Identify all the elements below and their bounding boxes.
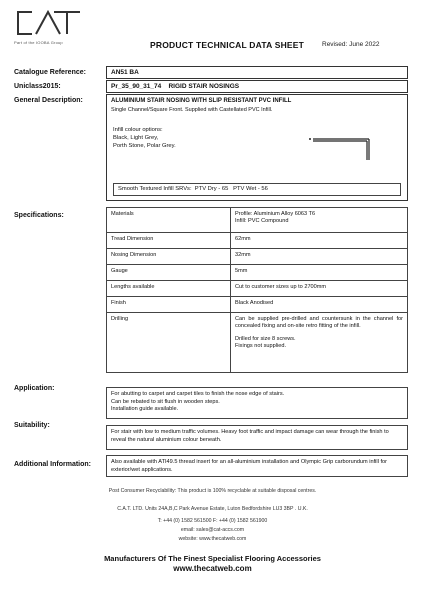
catalogue-value: AN51 BA — [111, 69, 139, 76]
uniclass-value: Pr_35_90_31_74 RIGID STAIR NOSINGS — [111, 83, 240, 90]
recyclability-note: Post Consumer Recyclability: This product is 100% recyclable at suitable disposal centres. — [108, 488, 317, 494]
application-line: Can be rebated to sit flush in wooden steps. — [111, 398, 220, 405]
suitability-label: Suitability: — [14, 422, 50, 429]
additional-info-label: Additional Information: — [14, 461, 91, 468]
spec-key: Gauge — [107, 265, 231, 281]
suitability-text: For stair with low to medium traffic volumes. Heavy foot traffic and impact damage can wear through the finish to reveal the natural aluminium colour beneath. — [111, 429, 389, 443]
spec-key: Lengths available — [107, 281, 231, 297]
spec-value: 62mm — [231, 233, 408, 249]
revised-date: Revised: June 2022 — [322, 41, 380, 48]
additional-info-text: Also available with ATI49.5 thread insert for an all-aluminium installation and Olympic Grip carborundum infill for exterior/wet applications. — [111, 459, 387, 473]
catalogue-label: Catalogue Reference: — [14, 69, 86, 76]
specifications-table — [106, 207, 408, 373]
specifications-label: Specifications: — [14, 212, 64, 219]
spec-row-finish — [107, 297, 408, 313]
general-title: ALUMINIUM STAIR NOSING WITH SLIP RESISTANT PVC INFILL — [111, 98, 292, 104]
company-phone: T: +44 (0) 1582 561500 F: +44 (0) 1582 561900 — [157, 518, 268, 524]
spec-value-line: Drilled for size 8 screws. — [235, 335, 296, 342]
company-website: website: www.thecatweb.com — [178, 536, 247, 542]
cat-logo-icon — [14, 8, 84, 38]
spec-key: Nosing Dimension — [107, 249, 231, 265]
spec-value-line: Can be supplied pre-drilled and countersunk in the channel for concealed fixing and on-site retro fitting of the infill. — [235, 316, 403, 330]
spec-value-line: Infill: PVC Compound — [235, 218, 289, 225]
infill-colours-1: Black, Light Grey, — [113, 135, 159, 141]
application-line: For abutting to carpet and carpet tiles to finish the nose edge of stairs. — [111, 391, 285, 397]
spec-value — [231, 313, 408, 373]
application-box — [106, 387, 408, 419]
spec-key: Materials — [107, 208, 231, 233]
spec-row-materials — [107, 208, 408, 233]
spec-row-drilling — [107, 313, 408, 373]
spec-value: 32mm — [231, 249, 408, 265]
spec-value: Black Anodised — [231, 297, 408, 313]
spec-row-lengths — [107, 281, 408, 297]
company-email: email: sales@cat-accs.com — [180, 527, 245, 533]
spec-key: Drilling — [107, 313, 231, 373]
company-logo — [14, 8, 109, 54]
spec-key: Tread Dimension — [107, 233, 231, 249]
infill-colours-2: Porth Stone, Polar Grey. — [113, 143, 176, 149]
spec-value — [231, 208, 408, 233]
general-description-box — [106, 94, 408, 201]
suitability-box — [106, 425, 408, 450]
spec-value: 5mm — [231, 265, 408, 281]
infill-heading: Infill colour options: — [113, 127, 163, 133]
logo-subtitle: Part of the IOOBA Group — [14, 40, 63, 45]
document-title: PRODUCT TECHNICAL DATA SHEET — [150, 40, 305, 50]
spec-value-line: Profile: Aluminium Alloy 6063 T6 — [235, 211, 316, 217]
catalogue-box — [106, 66, 408, 79]
company-url: www.thecatweb.com — [173, 564, 252, 573]
spec-row-nosing — [107, 249, 408, 265]
uniclass-label: Uniclass2015: — [14, 83, 61, 90]
spec-key: Finish — [107, 297, 231, 313]
spec-row-tread — [107, 233, 408, 249]
spec-value: Cut to customer sizes up to 2700mm — [231, 281, 408, 297]
srv-text: Smooth Textured Infill SRVs: PTV Dry - 65 PTV Wet - 56 — [118, 186, 268, 192]
general-label: General Description: — [14, 97, 83, 104]
spec-row-gauge — [107, 265, 408, 281]
uniclass-box — [106, 80, 408, 93]
profile-drawing-icon — [307, 127, 387, 162]
additional-info-box — [106, 455, 408, 477]
company-address: C.A.T. LTD. Units 24A,B,C Park Avenue Estate, Luton Bedfordshire LU3 3BP . U.K. — [117, 506, 308, 512]
general-subtitle: Single Channel/Square Front. Supplied with Castellated PVC Infill. — [111, 107, 273, 113]
application-line: Installation guide available. — [111, 406, 179, 413]
application-label: Application: — [14, 385, 55, 392]
srv-box — [113, 183, 401, 196]
spec-value-line: Fixings not supplied. — [235, 342, 286, 349]
company-tagline: Manufacturers Of The Finest Specialist Flooring Accessories — [104, 554, 321, 563]
